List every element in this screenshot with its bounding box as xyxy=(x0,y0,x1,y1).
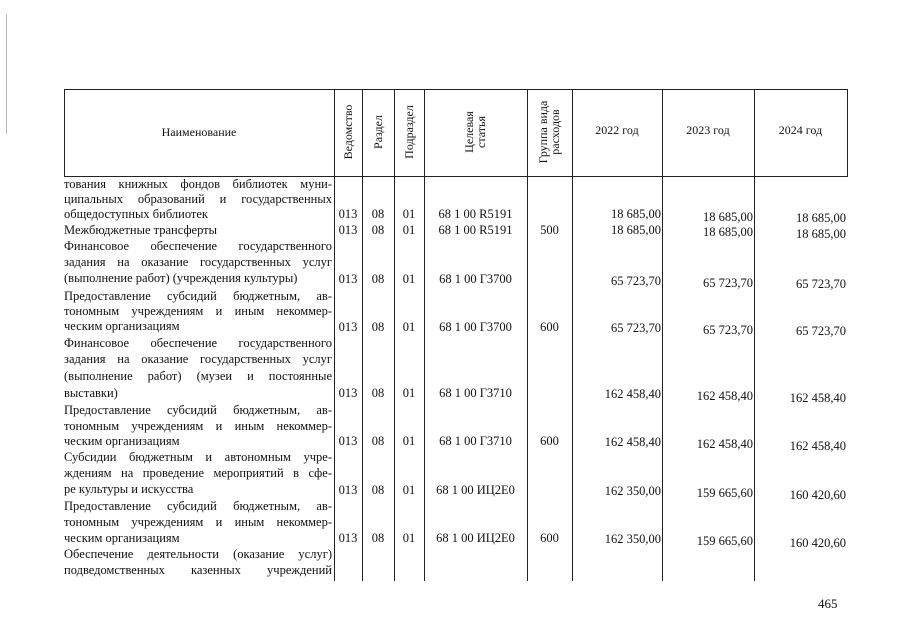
cell-celevaya: 68 1 00 ИЦ2Е0 xyxy=(436,483,515,497)
cell-2024: 65 723,70 xyxy=(796,324,846,338)
description-line: задания на оказание государственных услуг xyxy=(64,352,332,366)
cell-2022: 162 458,40 xyxy=(604,435,661,449)
column-border xyxy=(334,89,335,581)
cell-gruppa: 600 xyxy=(540,434,559,448)
cell-2024: 160 420,60 xyxy=(789,488,846,502)
page-number: 465 xyxy=(818,596,838,611)
cell-vedomstvo: 013 xyxy=(338,483,358,497)
header-gruppa-line2: расходов xyxy=(548,109,562,155)
cell-2024: 162 458,40 xyxy=(789,391,846,405)
description-line: ческим организациям xyxy=(64,531,180,545)
cell-2022: 65 723,70 xyxy=(611,321,661,335)
cell-razdel: 08 xyxy=(371,272,385,286)
cell-podrazdel: 01 xyxy=(402,531,416,545)
description-line: Финансовое обеспечение государственного xyxy=(64,239,332,253)
cell-celevaya: 68 1 00 R5191 xyxy=(438,207,513,221)
cell-celevaya: 68 1 00 Г3710 xyxy=(439,434,512,448)
cell-vedomstvo: 013 xyxy=(338,434,358,448)
cell-celevaya: 68 1 00 Г3700 xyxy=(439,320,512,334)
description-line: тономным учреждениям и иным некоммер- xyxy=(64,304,332,318)
header-2022: 2022 год xyxy=(595,123,639,137)
description-line: Обеспечение деятельности (оказание услуг) xyxy=(64,547,332,561)
header-gruppa xyxy=(537,101,561,164)
cell-razdel: 08 xyxy=(371,223,385,237)
header-celevaya-line1: Целевая xyxy=(462,111,476,153)
description-line: (выполнение работ) (учреждения культуры) xyxy=(64,271,298,285)
cell-2024: 162 458,40 xyxy=(789,439,846,453)
cell-2023: 65 723,70 xyxy=(703,323,753,337)
description-line: ческим организациям xyxy=(64,434,180,448)
cell-2022: 18 685,00 xyxy=(611,207,661,221)
cell-2023: 18 685,00 xyxy=(703,225,753,239)
description-line: подведомственных казенных учреждений xyxy=(64,563,332,577)
column-border xyxy=(424,89,425,581)
cell-2024: 18 685,00 xyxy=(796,211,846,225)
description-line: выставки) xyxy=(64,386,118,400)
header-celevaya xyxy=(463,111,487,153)
cell-celevaya: 68 1 00 ИЦ2Е0 xyxy=(436,531,515,545)
header-vedomstvo: Ведомство xyxy=(341,104,355,160)
cell-2022: 162 458,40 xyxy=(604,387,661,401)
header-celevaya-line2: статья xyxy=(474,116,488,148)
cell-podrazdel: 01 xyxy=(402,223,416,237)
cell-2023: 159 665,60 xyxy=(696,486,753,500)
cell-razdel: 08 xyxy=(371,434,385,448)
cell-vedomstvo: 013 xyxy=(338,386,358,400)
header-2024: 2024 год xyxy=(778,123,823,137)
cell-2023: 65 723,70 xyxy=(703,276,753,290)
description-line: ципальных образований и государственных xyxy=(64,192,332,206)
description-line: Предоставление субсидий бюджетным, ав- xyxy=(64,499,332,513)
cell-gruppa: 600 xyxy=(540,531,559,545)
cell-vedomstvo: 013 xyxy=(338,272,358,286)
cell-razdel: 08 xyxy=(371,483,385,497)
description-line: Финансовое обеспечение государственного xyxy=(64,336,332,350)
cell-podrazdel: 01 xyxy=(402,434,416,448)
cell-vedomstvo: 013 xyxy=(338,531,358,545)
cell-2023: 162 458,40 xyxy=(696,437,753,451)
cell-2022: 65 723,70 xyxy=(611,274,661,288)
description-line: общедоступных библиотек xyxy=(64,207,208,221)
cell-2024: 65 723,70 xyxy=(796,277,846,291)
cell-razdel: 08 xyxy=(371,531,385,545)
description-line: Субсидии бюджетным и автономным учре- xyxy=(64,450,332,464)
column-border xyxy=(362,89,363,581)
cell-podrazdel: 01 xyxy=(402,483,416,497)
cell-vedomstvo: 013 xyxy=(338,320,358,334)
description-line: ждениям на проведение мероприятий в сфе- xyxy=(64,466,332,480)
cell-2022: 162 350,00 xyxy=(604,484,661,498)
header-gruppa-line1: Группа вида xyxy=(536,100,550,164)
description-line: Предоставление субсидий бюджетным, ав- xyxy=(64,289,332,303)
cell-razdel: 08 xyxy=(371,386,385,400)
scan-edge-mark xyxy=(6,14,7,134)
description-line: тономным учреждениям и иным некоммер- xyxy=(64,515,332,529)
header-2023: 2023 год xyxy=(686,123,730,137)
cell-vedomstvo: 013 xyxy=(338,207,358,221)
description-line: ре культуры и искусства xyxy=(64,482,194,496)
cell-2024: 18 685,00 xyxy=(796,227,846,241)
cell-gruppa: 600 xyxy=(540,320,559,334)
column-border xyxy=(394,89,395,581)
column-border xyxy=(527,89,528,581)
column-border xyxy=(847,89,848,177)
description-line: задания на оказание государственных услуг xyxy=(64,255,332,269)
cell-podrazdel: 01 xyxy=(402,207,416,221)
cell-2022: 18 685,00 xyxy=(611,223,661,237)
cell-2022: 162 350,00 xyxy=(604,532,661,546)
cell-podrazdel: 01 xyxy=(402,320,416,334)
table-top-border xyxy=(64,89,847,90)
description-line: тования книжных фондов библиотек муни- xyxy=(64,177,332,191)
cell-gruppa: 500 xyxy=(540,223,559,237)
cell-podrazdel: 01 xyxy=(402,386,416,400)
cell-podrazdel: 01 xyxy=(402,272,416,286)
description-line: (выполнение работ) (музеи и постоянные xyxy=(64,369,332,383)
cell-razdel: 08 xyxy=(371,320,385,334)
description-line: Межбюджетные трансферты xyxy=(64,223,218,237)
description-line: Предоставление субсидий бюджетным, ав- xyxy=(64,403,332,417)
cell-celevaya: 68 1 00 R5191 xyxy=(438,223,513,237)
cell-2023: 162 458,40 xyxy=(696,389,753,403)
cell-razdel: 08 xyxy=(371,207,385,221)
description-line: тономным учреждениям и иным некоммер- xyxy=(64,419,332,433)
cell-celevaya: 68 1 00 Г3700 xyxy=(439,272,512,286)
cell-vedomstvo: 013 xyxy=(338,223,358,237)
cell-2023: 18 685,00 xyxy=(703,210,753,224)
cell-celevaya: 68 1 00 Г3710 xyxy=(439,386,512,400)
cell-2024: 160 420,60 xyxy=(789,536,846,550)
header-name: Наименование xyxy=(161,125,237,139)
description-line: ческим организациям xyxy=(64,319,180,333)
header-razdel: Раздел xyxy=(371,115,385,149)
header-podrazdel: Подраздел xyxy=(402,105,416,159)
cell-2023: 159 665,60 xyxy=(696,534,753,548)
